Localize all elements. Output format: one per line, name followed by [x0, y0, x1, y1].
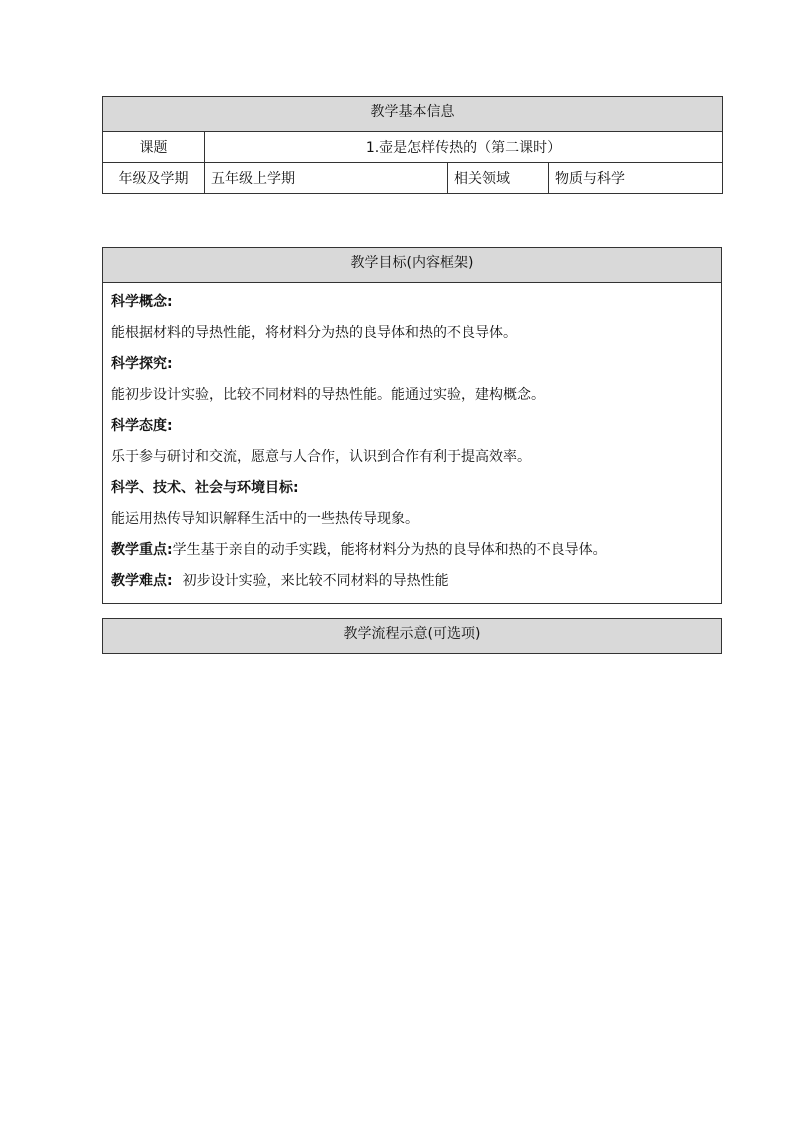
topic-value: 1.壶是怎样传热的（第二课时）	[205, 132, 723, 163]
difficulty-label: 教学难点:	[111, 573, 173, 589]
stse-text: 能运用热传导知识解释生活中的一些热传导现象。	[111, 511, 419, 527]
topic-label: 课题	[103, 132, 205, 163]
objectives-table	[102, 247, 722, 604]
attitude-text: 乐于参与研讨和交流，愿意与人合作，认识到合作有利于提高效率。	[111, 449, 531, 465]
key-point-label: 教学重点:	[111, 542, 173, 558]
basic-info-table	[102, 96, 723, 194]
attitude-title: 科学态度:	[111, 418, 173, 434]
difficulty	[111, 566, 713, 597]
field-label: 相关领域	[448, 163, 549, 194]
key-point	[111, 535, 713, 566]
grade-label: 年级及学期	[103, 163, 205, 194]
stse-title: 科学、技术、社会与环境目标:	[111, 480, 299, 496]
basic-info-header: 教学基本信息	[103, 97, 723, 132]
concept-title: 科学概念:	[111, 294, 173, 310]
difficulty-text: 初步设计实验，来比较不同材料的导热性能	[182, 573, 449, 589]
flow-table	[102, 618, 722, 654]
grade-value: 五年级上学期	[205, 163, 448, 194]
flow-header: 教学流程示意(可选项)	[103, 619, 722, 654]
inquiry-text: 能初步设计实验，比较不同材料的导热性能。能通过实验，建构概念。	[111, 387, 545, 403]
key-point-text: 学生基于亲自的动手实践，能将材料分为热的良导体和热的不良导体。	[172, 542, 607, 558]
objectives-header: 教学目标(内容框架)	[103, 248, 722, 283]
field-value: 物质与科学	[549, 163, 723, 194]
objectives-body	[103, 283, 722, 604]
concept-text: 能根据材料的导热性能，将材料分为热的良导体和热的不良导体。	[111, 325, 517, 341]
inquiry-title: 科学探究:	[111, 356, 173, 372]
